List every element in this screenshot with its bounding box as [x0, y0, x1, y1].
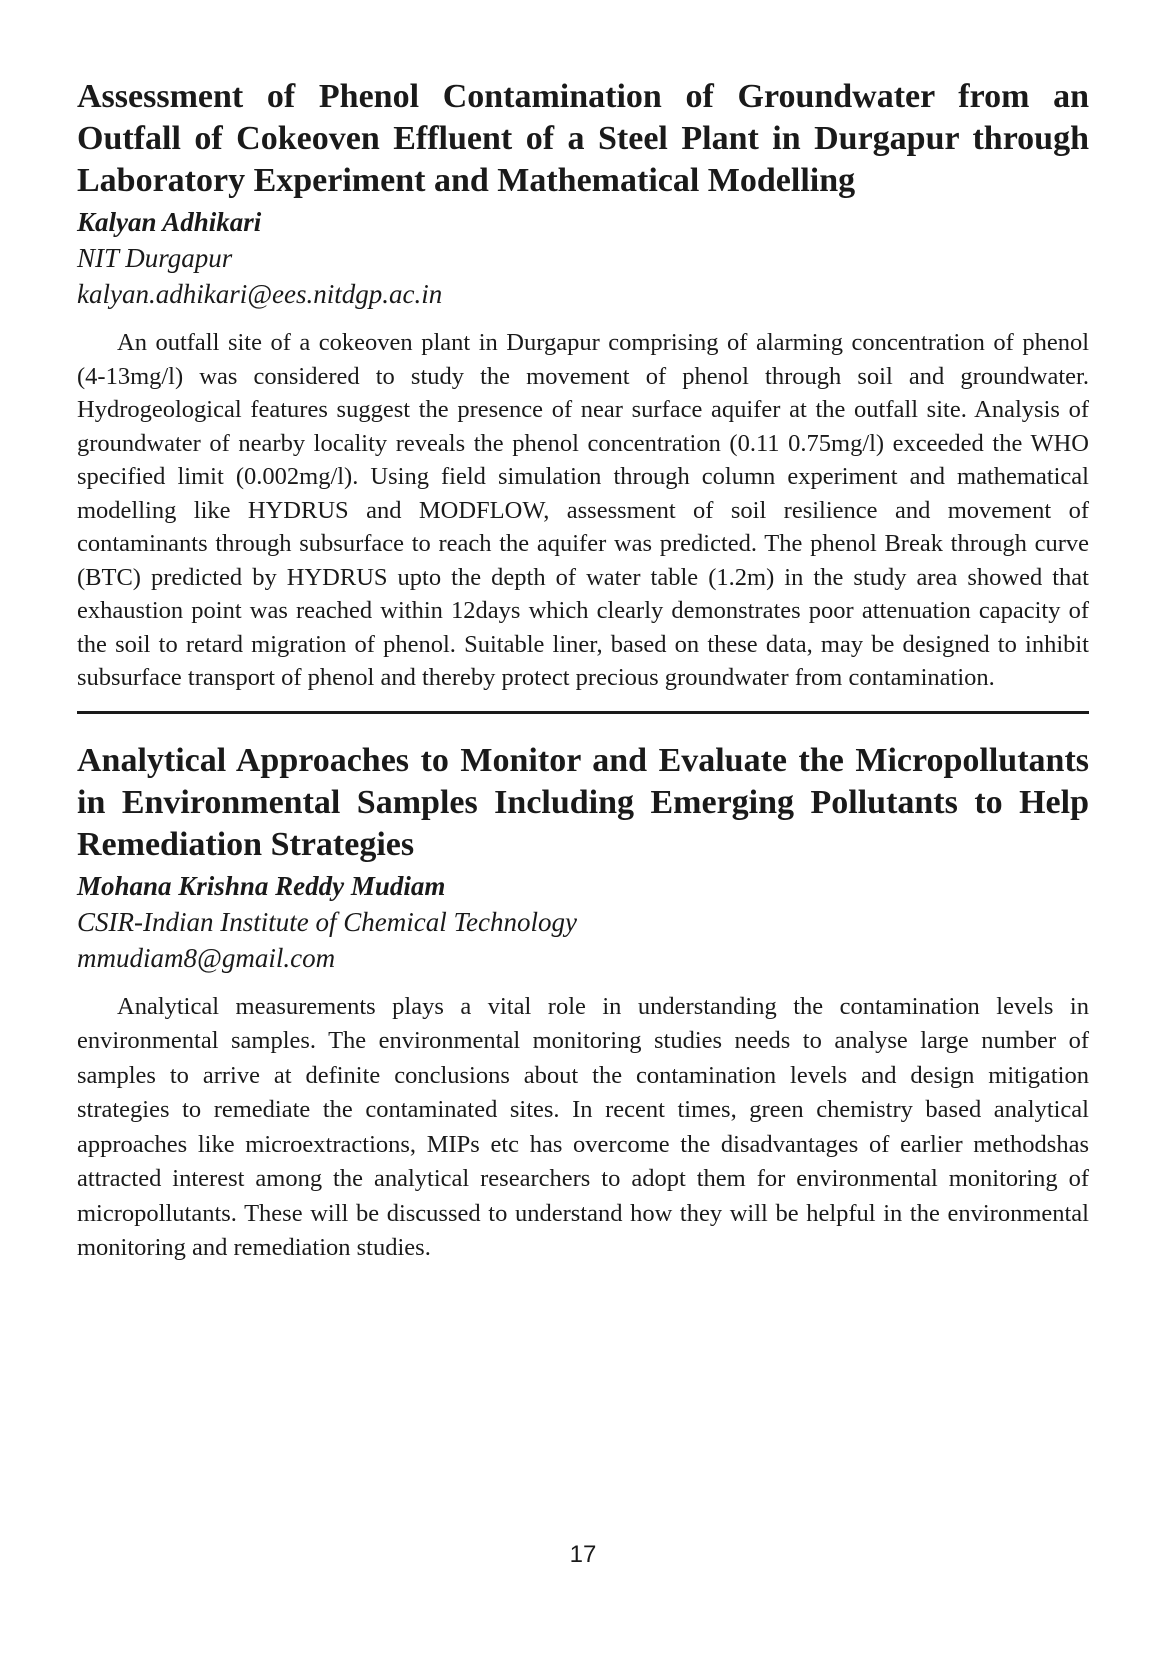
- article-2-title: Analytical Approaches to Monitor and Evaluate the Micropollutants in Environmental Samples Including Emerging Pollutants to Help Remediation Strategies: [77, 741, 1089, 863]
- section-divider: [77, 711, 1089, 714]
- article-2-affiliation: CSIR-Indian Institute of Chemical Technology: [77, 906, 577, 937]
- article-1-email: kalyan.adhikari@ees.nitdgp.ac.in: [77, 279, 443, 309]
- article-2-email: mmudiam8@gmail.com: [77, 942, 336, 973]
- article-1-title: Assessment of Phenol Contamination of Groundwater from an Outfall of Cokeoven Effluent of a Steel Plant in Durgapur through Laboratory Experiment and Mathematical Modelling: [77, 78, 1089, 199]
- article-2-author: Mohana Krishna Reddy Mudiam: [77, 870, 446, 901]
- article-2-abstract: Analytical measurements plays a vital role in understanding the contamination levels in environmental samples. The environmental monitoring studies needs to analyse large number of samples to arrive at definite conclusions about the contamination levels and design mitigation strategies to remediate the contaminated sites. In recent times, green chemistry based analytical approaches like microextractions, MIPs etc has overcome the disadvantages of earlier methodshas attracted interest among the analytical researchers to adopt them for environmental monitoring of micropollutants. These will be discussed to understand how they will be helpful in the environmental monitoring and remediation studies.: [77, 992, 1089, 1261]
- article-2: [77, 740, 1089, 1266]
- page-content: [77, 76, 1089, 1266]
- article-1-affiliation: NIT Durgapur: [77, 243, 233, 273]
- article-1-abstract: An outfall site of a cokeoven plant in Durgapur comprising of alarming concentration of phenol (4-13mg/l) was considered to study the movement of phenol through soil and groundwater. Hydrogeological features suggest the presence of near surface aquifer at the outfall site. Analysis of groundwater of nearby locality reveals the phenol concentration (0.11 0.75mg/l) exceeded the WHO specified limit (0.002mg/l). Using field simulation through column experiment and mathematical modelling like HYDRUS and MODFLOW, assessment of soil resilience and movement of contaminants through subsurface to reach the aquifer was predicted. The phenol Break through curve (BTC) predicted by HYDRUS upto the depth of water table (1.2m) in the study area showed that exhaustion point was reached within 12days which clearly demonstrates poor attenuation capacity of the soil to retard migration of phenol. Suitable liner, based on these data, may be designed to inhibit subsurface transport of phenol and thereby protect precious groundwater from contamination.: [77, 329, 1089, 691]
- page-number: 17: [569, 1541, 597, 1568]
- article-1: [77, 76, 1089, 695]
- article-1-author: Kalyan Adhikari: [77, 207, 262, 237]
